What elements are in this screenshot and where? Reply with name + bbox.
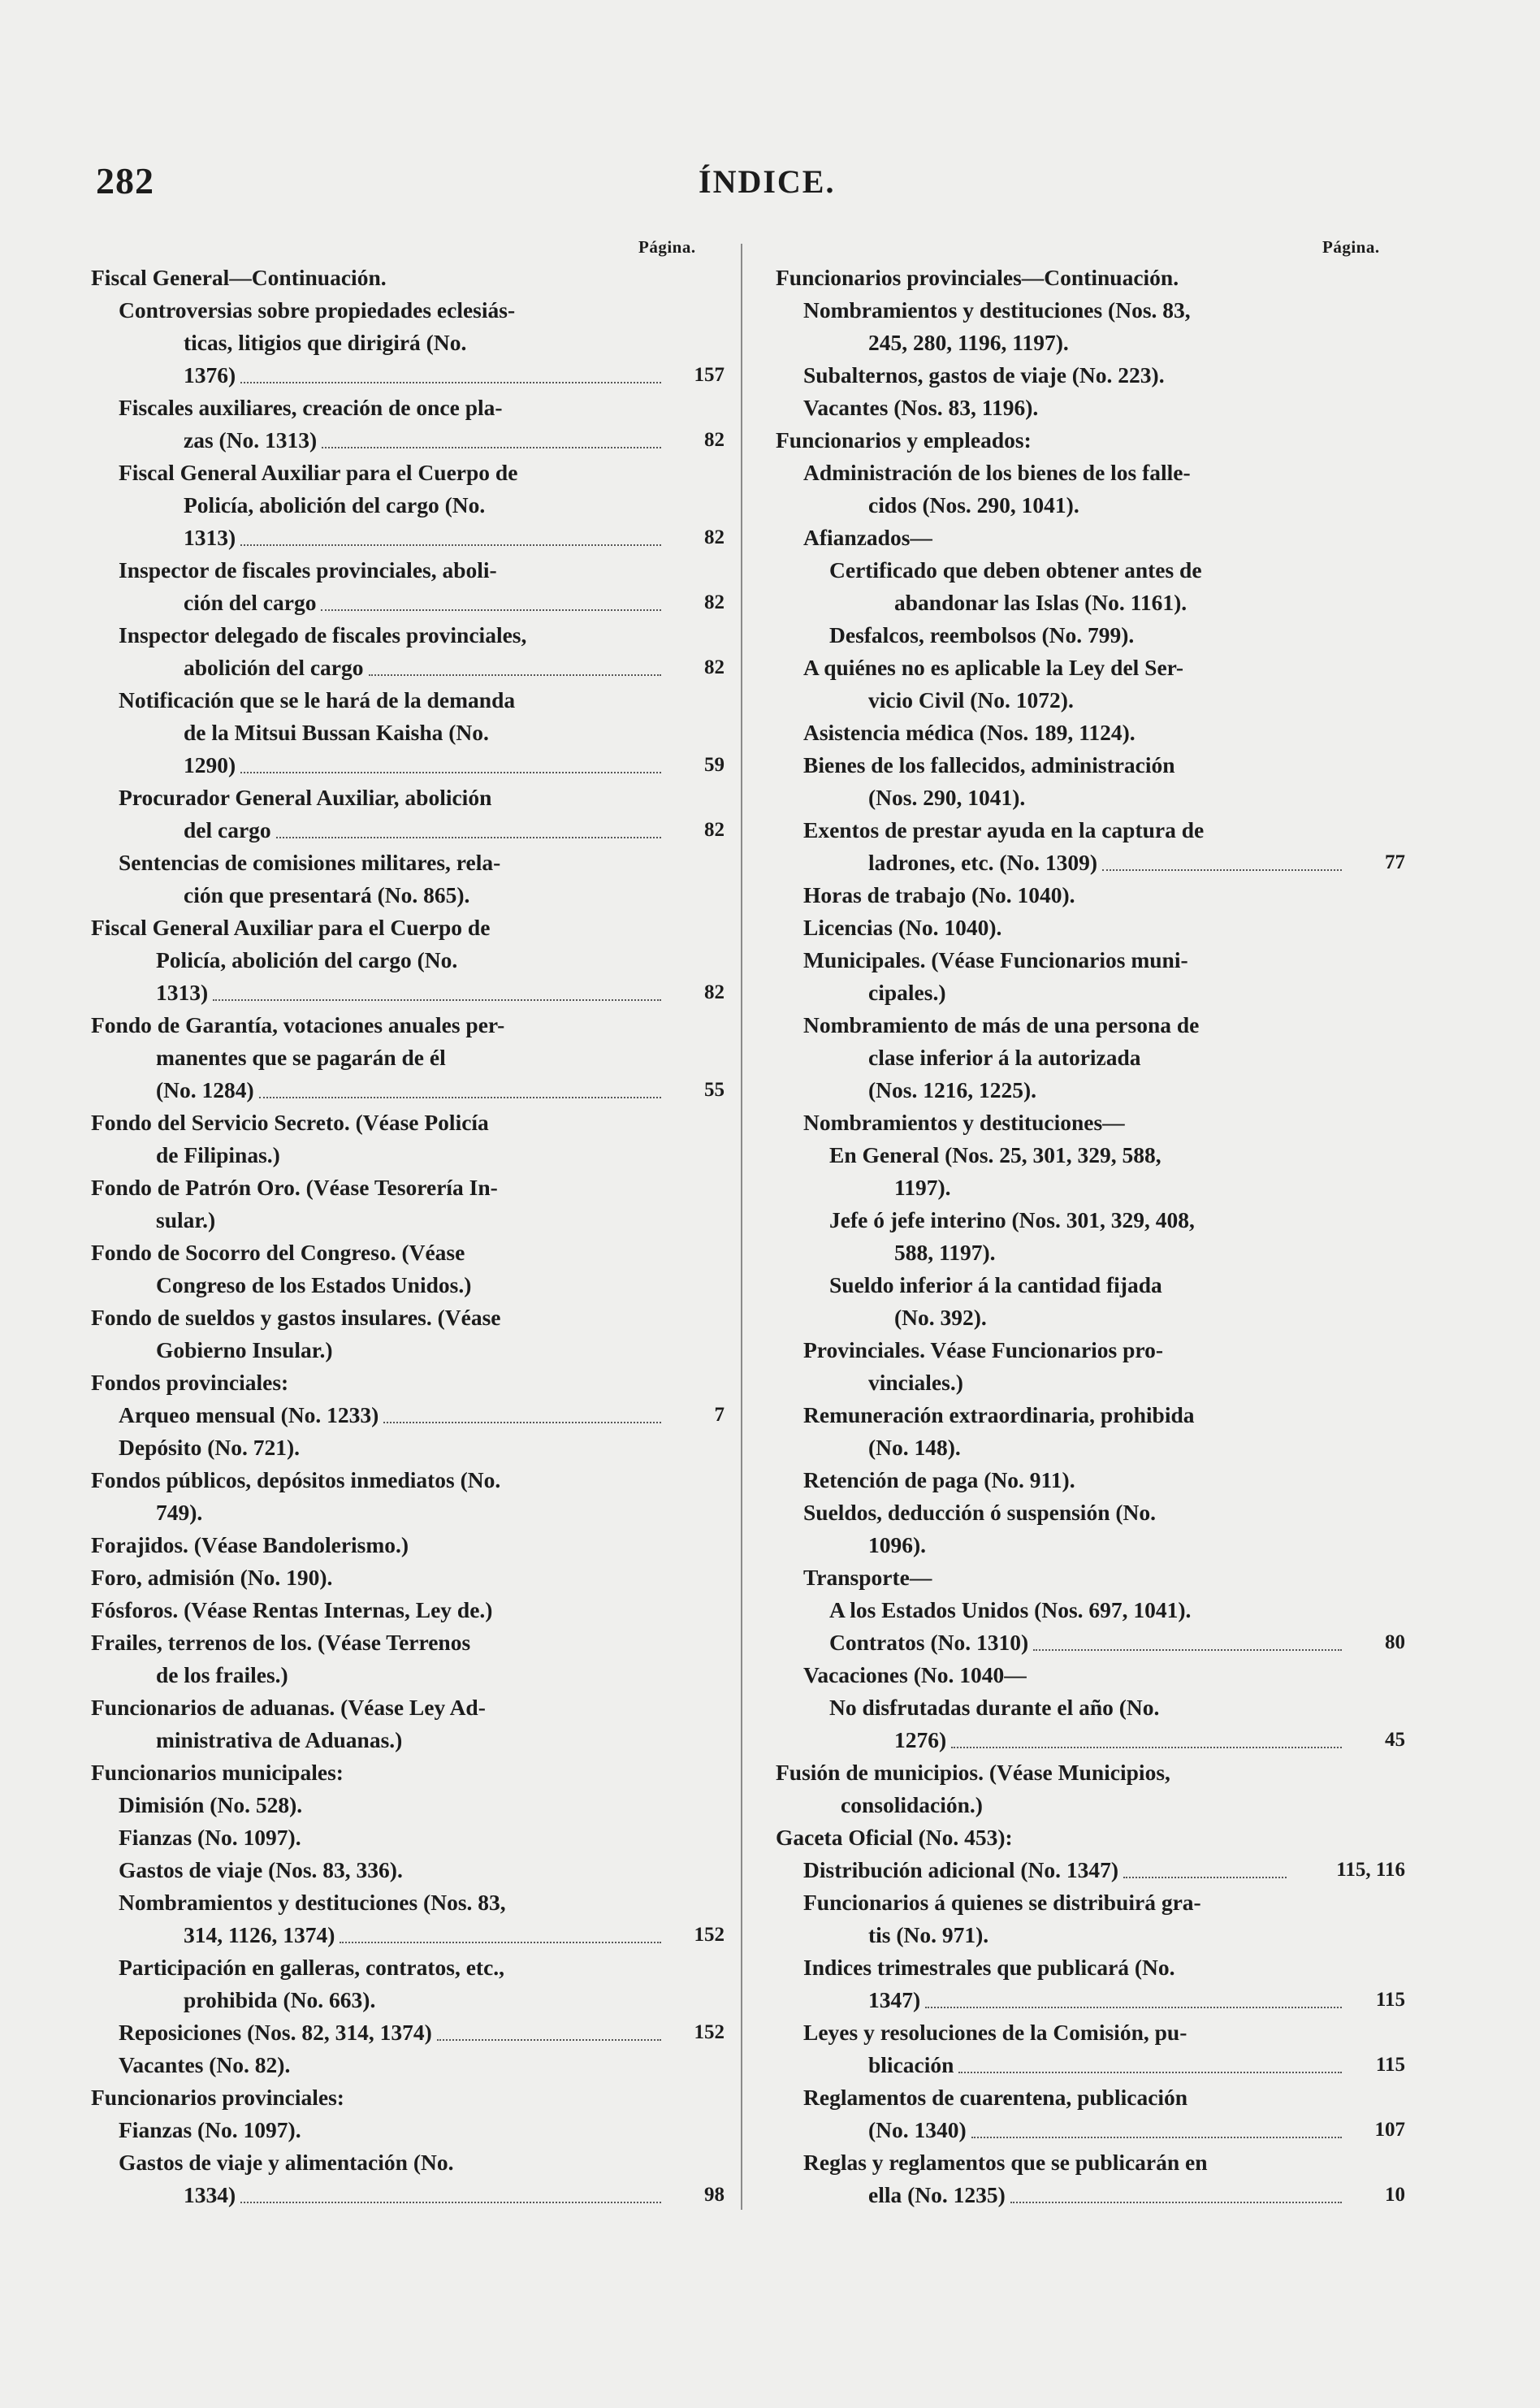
- index-entry-text: Jefe ó jefe interino (Nos. 301, 329, 408,: [829, 1207, 1195, 1232]
- index-entry: [776, 359, 1405, 392]
- page-reference: 152: [694, 1924, 725, 1946]
- index-entry: [91, 1594, 725, 1626]
- index-entry-text: Asistencia médica (Nos. 189, 1124).: [803, 720, 1136, 745]
- index-entry-text: Nombramientos y destituciones (Nos. 83,: [119, 1890, 506, 1915]
- index-entry-text: Funcionarios provinciales:: [91, 2085, 344, 2110]
- index-entry: [91, 457, 725, 554]
- index-entry: [91, 1821, 725, 1854]
- index-entry-text: cipales.): [868, 980, 946, 1005]
- page-reference: 152: [694, 2021, 725, 2043]
- index-entry-text: Policía, abolición del cargo (No.: [184, 492, 486, 518]
- index-entry-text: 1347): [868, 1987, 921, 2012]
- index-entry: [776, 1594, 1405, 1626]
- index-entry-text: ladrones, etc. (No. 1309): [868, 850, 1098, 875]
- index-entry-text: Gastos de viaje y alimentación (No.: [119, 2150, 454, 2175]
- index-entry: [776, 1626, 1405, 1659]
- index-entry-text: 1313): [184, 525, 236, 550]
- index-entry-text: zas (No. 1313): [184, 427, 318, 453]
- index-entry-text: Horas de trabajo (No. 1040).: [803, 882, 1075, 907]
- index-entry: [91, 782, 725, 847]
- page-reference: 82: [704, 656, 725, 678]
- index-entry-text: Subalternos, gastos de viaje (No. 223).: [803, 362, 1165, 388]
- page-reference: 10: [1385, 2184, 1405, 2206]
- page-number: 282: [96, 160, 154, 201]
- index-entry-text: (No. 1284): [156, 1077, 254, 1102]
- index-entry: [91, 1464, 725, 1529]
- index-entry-text: tis (No. 971).: [868, 1922, 989, 1947]
- index-entry-text: Reglas y reglamentos que se publicarán en: [803, 2150, 1208, 2175]
- index-entry-text: blicación: [868, 2052, 954, 2077]
- index-entry: [776, 1107, 1405, 1139]
- index-entry-text: ción que presentará (No. 865).: [184, 882, 470, 907]
- index-entry: [776, 1854, 1405, 1886]
- index-entry: [91, 1107, 725, 1172]
- column-divider: [741, 244, 742, 2210]
- index-entry-text: 1197).: [894, 1175, 951, 1200]
- dot-leader: [322, 447, 661, 448]
- index-entry: [776, 1399, 1405, 1464]
- index-entry-text: Notificación que se le hará de la demanda: [119, 687, 516, 712]
- dot-leader: [340, 1942, 661, 1943]
- index-entry-text: No disfrutadas durante el año (No.: [829, 1695, 1160, 1720]
- index-entry: [91, 1431, 725, 1464]
- dot-leader: [240, 2202, 661, 2203]
- index-entry-text: Reposiciones (Nos. 82, 314, 1374): [119, 2020, 432, 2045]
- right-column-pagina-label: Página.: [1322, 237, 1380, 257]
- index-entry-text: Nombramientos y destituciones (Nos. 83,: [803, 297, 1191, 323]
- page-reference: 82: [704, 819, 725, 841]
- index-entry-text: Congreso de los Estados Unidos.): [156, 1272, 472, 1297]
- index-entry: [776, 522, 1405, 554]
- dot-leader: [240, 544, 661, 546]
- index-entry: [91, 847, 725, 912]
- index-entry-text: Retención de paga (No. 911).: [803, 1467, 1075, 1492]
- index-entry-text: Vacantes (Nos. 83, 1196).: [803, 395, 1039, 420]
- dot-leader: [240, 772, 661, 773]
- index-entry: [91, 1626, 725, 1691]
- index-entry-text: Indices trimestrales que publicará (No.: [803, 1955, 1175, 1980]
- left-column-pagina-label: Página.: [638, 237, 696, 257]
- index-entry: [776, 912, 1405, 944]
- index-entry-text: Leyes y resoluciones de la Comisión, pu-: [803, 2020, 1187, 2045]
- right-index-column: [776, 262, 1405, 2211]
- index-entry-text: Fondo de Socorro del Congreso. (Véase: [91, 1240, 465, 1265]
- index-entry: [91, 1301, 725, 1366]
- page-reference: 59: [704, 754, 725, 776]
- index-entry-text: Gobierno Insular.): [156, 1337, 333, 1362]
- index-entry: [91, 1951, 725, 2016]
- index-entry-text: Gastos de viaje (Nos. 83, 336).: [119, 1857, 403, 1882]
- dot-leader: [1033, 1649, 1342, 1651]
- index-entry: [91, 1172, 725, 1236]
- index-entry-text: A quiénes no es aplicable la Ley del Ser-: [803, 655, 1184, 680]
- index-entry: [776, 1756, 1405, 1821]
- index-entry-text: Bienes de los fallecidos, administración: [803, 752, 1175, 777]
- dot-leader: [369, 674, 661, 676]
- index-entry: [776, 814, 1405, 879]
- page-reference: 80: [1385, 1631, 1405, 1653]
- index-entry: [776, 1951, 1405, 2016]
- index-entry-text: En General (Nos. 25, 301, 329, 588,: [829, 1142, 1161, 1167]
- index-entry: [91, 1366, 725, 1399]
- page-reference: 82: [704, 981, 725, 1003]
- dot-leader: [240, 382, 661, 383]
- index-entry-text: 1096).: [868, 1532, 927, 1557]
- index-entry: [776, 1821, 1405, 1854]
- dot-leader: [213, 999, 661, 1001]
- index-entry-text: Vacaciones (No. 1040—: [803, 1662, 1027, 1687]
- index-entry-text: vicio Civil (No. 1072).: [868, 687, 1074, 712]
- index-entry-text: (No. 1340): [868, 2117, 967, 2142]
- page-reference: 45: [1385, 1729, 1405, 1751]
- index-entry: [776, 1334, 1405, 1399]
- index-entry: [776, 2146, 1405, 2211]
- index-entry: [776, 1139, 1405, 1204]
- index-entry: [91, 392, 725, 457]
- index-entry-text: Sentencias de comisiones militares, rela-: [119, 850, 501, 875]
- index-entry-text: Fondos provinciales:: [91, 1370, 289, 1395]
- index-entry: [776, 2016, 1405, 2081]
- page-reference: 115, 116: [1336, 1859, 1405, 1881]
- index-entry-text: Arqueo mensual (No. 1233): [119, 1402, 379, 1427]
- index-entry-text: Fósforos. (Véase Rentas Internas, Ley de.): [91, 1597, 493, 1622]
- index-entry-text: Certificado que deben obtener antes de: [829, 557, 1202, 583]
- index-entry: [91, 1854, 725, 1886]
- page-reference: 82: [704, 429, 725, 451]
- index-entry-text: ella (No. 1235): [868, 2182, 1006, 2207]
- index-entry-text: 1376): [184, 362, 236, 388]
- index-entry: [776, 749, 1405, 814]
- index-entry-text: sular.): [156, 1207, 216, 1232]
- index-entry-text: Fondo de sueldos y gastos insulares. (Véase: [91, 1305, 501, 1330]
- index-entry-text: Vacantes (No. 82).: [119, 2052, 291, 2077]
- index-entry: [776, 1009, 1405, 1107]
- index-entry-text: 1290): [184, 752, 236, 777]
- index-entry-text: de los frailes.): [156, 1662, 288, 1687]
- index-entry-text: Funcionarios á quienes se distribuirá gra-: [803, 1890, 1201, 1915]
- index-entry-text: ministrativa de Aduanas.): [156, 1727, 403, 1752]
- dot-leader: [1010, 2202, 1342, 2203]
- index-entry-text: 749).: [156, 1500, 203, 1525]
- index-entry-text: clase inferior á la autorizada: [868, 1045, 1141, 1070]
- index-entry-text: Funcionarios municipales:: [91, 1760, 344, 1785]
- index-entry: [776, 1561, 1405, 1594]
- dot-leader: [259, 1097, 661, 1098]
- index-entry-text: Fondo de Patrón Oro. (Véase Tesorería In-: [91, 1175, 498, 1200]
- index-entry: [776, 262, 1405, 294]
- index-entry: [776, 457, 1405, 522]
- page-reference: 55: [704, 1079, 725, 1101]
- index-entry-text: Contratos (No. 1310): [829, 1630, 1029, 1655]
- index-entry-text: abandonar las Islas (No. 1161).: [894, 590, 1187, 615]
- index-entry-text: Sueldo inferior á la cantidad fijada: [829, 1272, 1162, 1297]
- dot-leader: [925, 2007, 1342, 2008]
- dot-leader: [951, 1747, 1342, 1748]
- index-entry-text: (Nos. 1216, 1225).: [868, 1077, 1037, 1102]
- index-entry-text: Frailes, terrenos de los. (Véase Terrenos: [91, 1630, 471, 1655]
- index-entry-text: Nombramientos y destituciones—: [803, 1110, 1125, 1135]
- index-entry-text: Funcionarios de aduanas. (Véase Ley Ad-: [91, 1695, 486, 1720]
- page-reference: 98: [704, 2184, 725, 2206]
- index-entry: [91, 2081, 725, 2114]
- index-entry-text: Forajidos. (Véase Bandolerismo.): [91, 1532, 409, 1557]
- index-entry-text: consolidación.): [841, 1792, 983, 1817]
- index-entry-text: vinciales.): [868, 1370, 963, 1395]
- index-entry-text: (Nos. 290, 1041).: [868, 785, 1026, 810]
- index-entry: [91, 1009, 725, 1107]
- index-entry: [91, 1399, 725, 1431]
- index-entry-text: Nombramiento de más de una persona de: [803, 1012, 1200, 1037]
- index-entry: [776, 1886, 1405, 1951]
- index-entry-text: ción del cargo: [184, 590, 317, 615]
- index-entry-text: 1276): [894, 1727, 947, 1752]
- index-entry-text: Funcionarios y empleados:: [776, 427, 1032, 453]
- index-entry: [91, 1529, 725, 1561]
- page-reference: 82: [704, 591, 725, 613]
- index-entry-text: Procurador General Auxiliar, abolición: [119, 785, 492, 810]
- index-entry: [776, 1204, 1405, 1269]
- index-entry: [91, 1756, 725, 1789]
- index-entry-text: Fusión de municipios. (Véase Municipios,: [776, 1760, 1170, 1785]
- index-entry-text: Funcionarios provinciales—Continuación.: [776, 265, 1179, 290]
- dot-leader: [971, 2137, 1342, 2138]
- index-entry: [776, 1659, 1405, 1691]
- dot-leader: [1102, 869, 1342, 871]
- index-entry-text: Controversias sobre propiedades eclesiás-: [119, 297, 516, 323]
- index-entry: [776, 944, 1405, 1009]
- index-entry: [91, 619, 725, 684]
- index-entry-text: 588, 1197).: [894, 1240, 996, 1265]
- index-entry: [776, 619, 1405, 652]
- page-reference: 7: [714, 1404, 725, 1426]
- index-entry: [776, 392, 1405, 424]
- index-entry-text: Depósito (No. 721).: [119, 1435, 301, 1460]
- index-entry-text: Licencias (No. 1040).: [803, 915, 1002, 940]
- index-entry-text: Gaceta Oficial (No. 453):: [776, 1825, 1013, 1850]
- index-entry-text: Fiscal General Auxiliar para el Cuerpo de: [91, 915, 491, 940]
- page-reference: 107: [1374, 2119, 1405, 2141]
- index-entry: [91, 912, 725, 1009]
- index-entry: [91, 294, 725, 392]
- index-entry-text: ticas, litigios que dirigirá (No.: [184, 330, 467, 355]
- index-entry: [91, 684, 725, 782]
- index-entry: [776, 2081, 1405, 2146]
- index-entry-text: cidos (Nos. 290, 1041).: [868, 492, 1079, 518]
- index-entry-text: Desfalcos, reembolsos (No. 799).: [829, 622, 1135, 647]
- index-entry: [776, 1691, 1405, 1756]
- index-entry-text: Fondos públicos, depósitos inmediatos (No.: [91, 1467, 501, 1492]
- dot-leader: [437, 2039, 661, 2041]
- index-entry-text: abolición del cargo: [184, 655, 364, 680]
- index-entry-text: Provinciales. Véase Funcionarios pro-: [803, 1337, 1164, 1362]
- index-entry: [91, 2049, 725, 2081]
- index-entry: [776, 652, 1405, 717]
- index-entry-text: 314, 1126, 1374): [184, 1922, 335, 1947]
- index-entry: [91, 1789, 725, 1821]
- index-entry: [91, 262, 725, 294]
- index-entry: [776, 717, 1405, 749]
- index-entry: [91, 2016, 725, 2049]
- page-title: ÍNDICE.: [699, 163, 836, 200]
- index-entry-text: Distribución adicional (No. 1347): [803, 1857, 1119, 1882]
- index-entry-text: (No. 392).: [894, 1305, 987, 1330]
- index-entry-text: Remuneración extraordinaria, prohibida: [803, 1402, 1195, 1427]
- page-reference: 115: [1375, 2054, 1405, 2076]
- index-entry-text: de Filipinas.): [156, 1142, 280, 1167]
- index-entry-text: Exentos de prestar ayuda en la captura de: [803, 817, 1205, 842]
- index-entry-text: A los Estados Unidos (Nos. 697, 1041).: [829, 1597, 1192, 1622]
- left-index-column: [91, 262, 725, 2211]
- index-entry-text: Fiscal General Auxiliar para el Cuerpo de: [119, 460, 518, 485]
- index-entry-text: Reglamentos de cuarentena, publicación: [803, 2085, 1188, 2110]
- page-reference: 82: [704, 526, 725, 548]
- dot-leader: [1123, 1877, 1287, 1878]
- index-entry-text: Inspector delegado de fiscales provinciales,: [119, 622, 527, 647]
- index-entry: [776, 1496, 1405, 1561]
- index-entry-text: Fiscal General—Continuación.: [91, 265, 387, 290]
- index-entry-text: Dimisión (No. 528).: [119, 1792, 303, 1817]
- page-reference: 77: [1385, 851, 1405, 873]
- page-reference: 157: [694, 364, 725, 386]
- index-entry: [776, 1464, 1405, 1496]
- index-entry-text: 245, 280, 1196, 1197).: [868, 330, 1069, 355]
- index-entry-text: Fianzas (No. 1097).: [119, 2117, 301, 2142]
- index-entry-text: Foro, admisión (No. 190).: [91, 1565, 333, 1590]
- index-entry-text: Sueldos, deducción ó suspensión (No.: [803, 1500, 1157, 1525]
- index-entry: [776, 1269, 1405, 1334]
- index-entry-text: 1313): [156, 980, 209, 1005]
- dot-leader: [276, 837, 661, 838]
- index-entry-text: 1334): [184, 2182, 236, 2207]
- page-reference: 115: [1375, 1989, 1405, 2011]
- index-entry-text: del cargo: [184, 817, 271, 842]
- index-entry-text: manentes que se pagarán de él: [156, 1045, 446, 1070]
- index-entry-text: Afianzados—: [803, 525, 932, 550]
- index-entry-text: Transporte—: [803, 1565, 932, 1590]
- index-entry-text: (No. 148).: [868, 1435, 961, 1460]
- index-entry: [776, 554, 1405, 619]
- index-entry: [91, 2114, 725, 2146]
- index-entry: [91, 1886, 725, 1951]
- index-entry: [91, 1561, 725, 1594]
- index-entry-text: Municipales. (Véase Funcionarios muni-: [803, 947, 1188, 972]
- index-entry: [91, 1236, 725, 1301]
- dot-leader: [321, 609, 661, 611]
- dot-leader: [958, 2072, 1342, 2073]
- index-entry-text: Participación en galleras, contratos, etc.,: [119, 1955, 505, 1980]
- index-entry: [776, 424, 1405, 457]
- index-entry-text: Fianzas (No. 1097).: [119, 1825, 301, 1850]
- index-entry-text: Fondo de Garantía, votaciones anuales per-: [91, 1012, 505, 1037]
- index-entry: [91, 2146, 725, 2211]
- index-entry-text: Administración de los bienes de los falle-: [803, 460, 1191, 485]
- index-entry-text: Fiscales auxiliares, creación de once pla-: [119, 395, 503, 420]
- index-entry-text: Fondo del Servicio Secreto. (Véase Policía: [91, 1110, 489, 1135]
- index-entry: [776, 879, 1405, 912]
- index-entry: [91, 1691, 725, 1756]
- index-entry-text: Policía, abolición del cargo (No.: [156, 947, 458, 972]
- index-entry: [91, 554, 725, 619]
- dot-leader: [383, 1422, 661, 1423]
- index-entry-text: prohibida (No. 663).: [184, 1987, 376, 2012]
- index-entry-text: de la Mitsui Bussan Kaisha (No.: [184, 720, 489, 745]
- index-entry: [776, 294, 1405, 359]
- index-entry-text: Inspector de fiscales provinciales, aboli-: [119, 557, 497, 583]
